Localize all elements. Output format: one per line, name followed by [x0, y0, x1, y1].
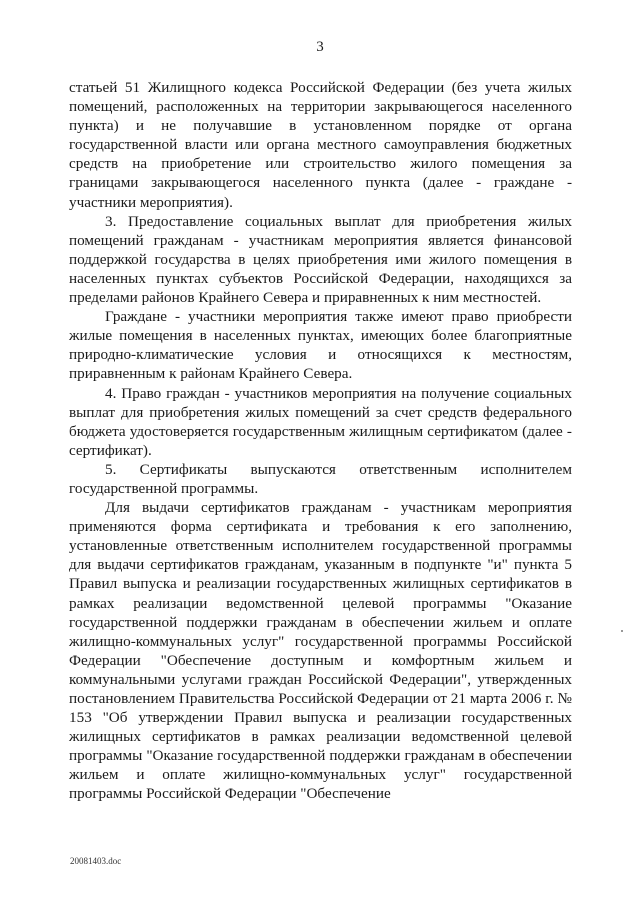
- paragraph-continuation: статьей 51 Жилищного кодекса Российской Федерации (без учета жилых помещений, расположенных на территории закрывающегося населенного пункта) и не получавшие в установленном порядке от органа государственной власти или органа местного самоуправления бюджетных средств на приобретение или строительство жилого помещения за границами закрывающегося населенного пункта (далее - граждане - участники мероприятия).: [69, 79, 572, 211]
- paragraph-citizens-right: Граждане - участники мероприятия также имеют право приобрести жилые помещения в населенных пунктах, имеющих более благоприятные природно-климатические условия и относящихся к местностям, приравненным к районам Крайнего Севера.: [69, 308, 572, 383]
- footer-document-code: 20081403.doc: [70, 856, 122, 866]
- page-number: 3: [316, 39, 324, 55]
- paragraph-item-5: 5. Сертификаты выпускаются ответственным исполнителем государственной программы.: [69, 460, 572, 497]
- paragraph-item-4: 4. Право граждан - участников мероприятия на получение социальных выплат для приобретения жилых помещений за счет средств федерального бюджета удостоверяется государственным жилищным сертификатом (далее - сертификат).: [69, 384, 572, 459]
- paragraph-item-3: 3. Предоставление социальных выплат для приобретения жилых помещений гражданам - участникам мероприятия является финансовой поддержкой государства в целях приобретения ими жилого помещения в населенных пунктах субъектов Российской Федерации, находящихся за пределами районов Крайнего Севера и приравненных к ним местностей.: [69, 212, 572, 307]
- scan-speck: [621, 630, 623, 632]
- paragraph-certificate-form: Для выдачи сертификатов гражданам - участникам мероприятия применяются форма сертификата и требования к его заполнению, установленные ответственным исполнителем государственной программы для выдачи сертификатов гражданам, указанным в подпункте "и" пункта 5 Правил выпуска и реализации государственных жилищных сертификатов в рамках реализации ведомственной целевой программы "Оказание государственной поддержки гражданам в обеспечении жильем и оплате жилищно-коммунальных услуг" государственной программы Российской Федерации "Обеспечение доступным и комфортным жильем и коммунальными услугами граждан Российской Федерации", утвержденных постановлением Правительства Российской Федерации от 21 марта 2006 г. № 153 "Об утверждении Правил выпуска и реализации государственных жилищных сертификатов в рамках реализации ведомственной целевой программы "Оказание государственной поддержки гражданам в обеспечении жильем и оплате жилищно-коммунальных услуг" государственной программы Российской Федерации "Обеспечение: [69, 499, 572, 803]
- document-body: [69, 78, 572, 804]
